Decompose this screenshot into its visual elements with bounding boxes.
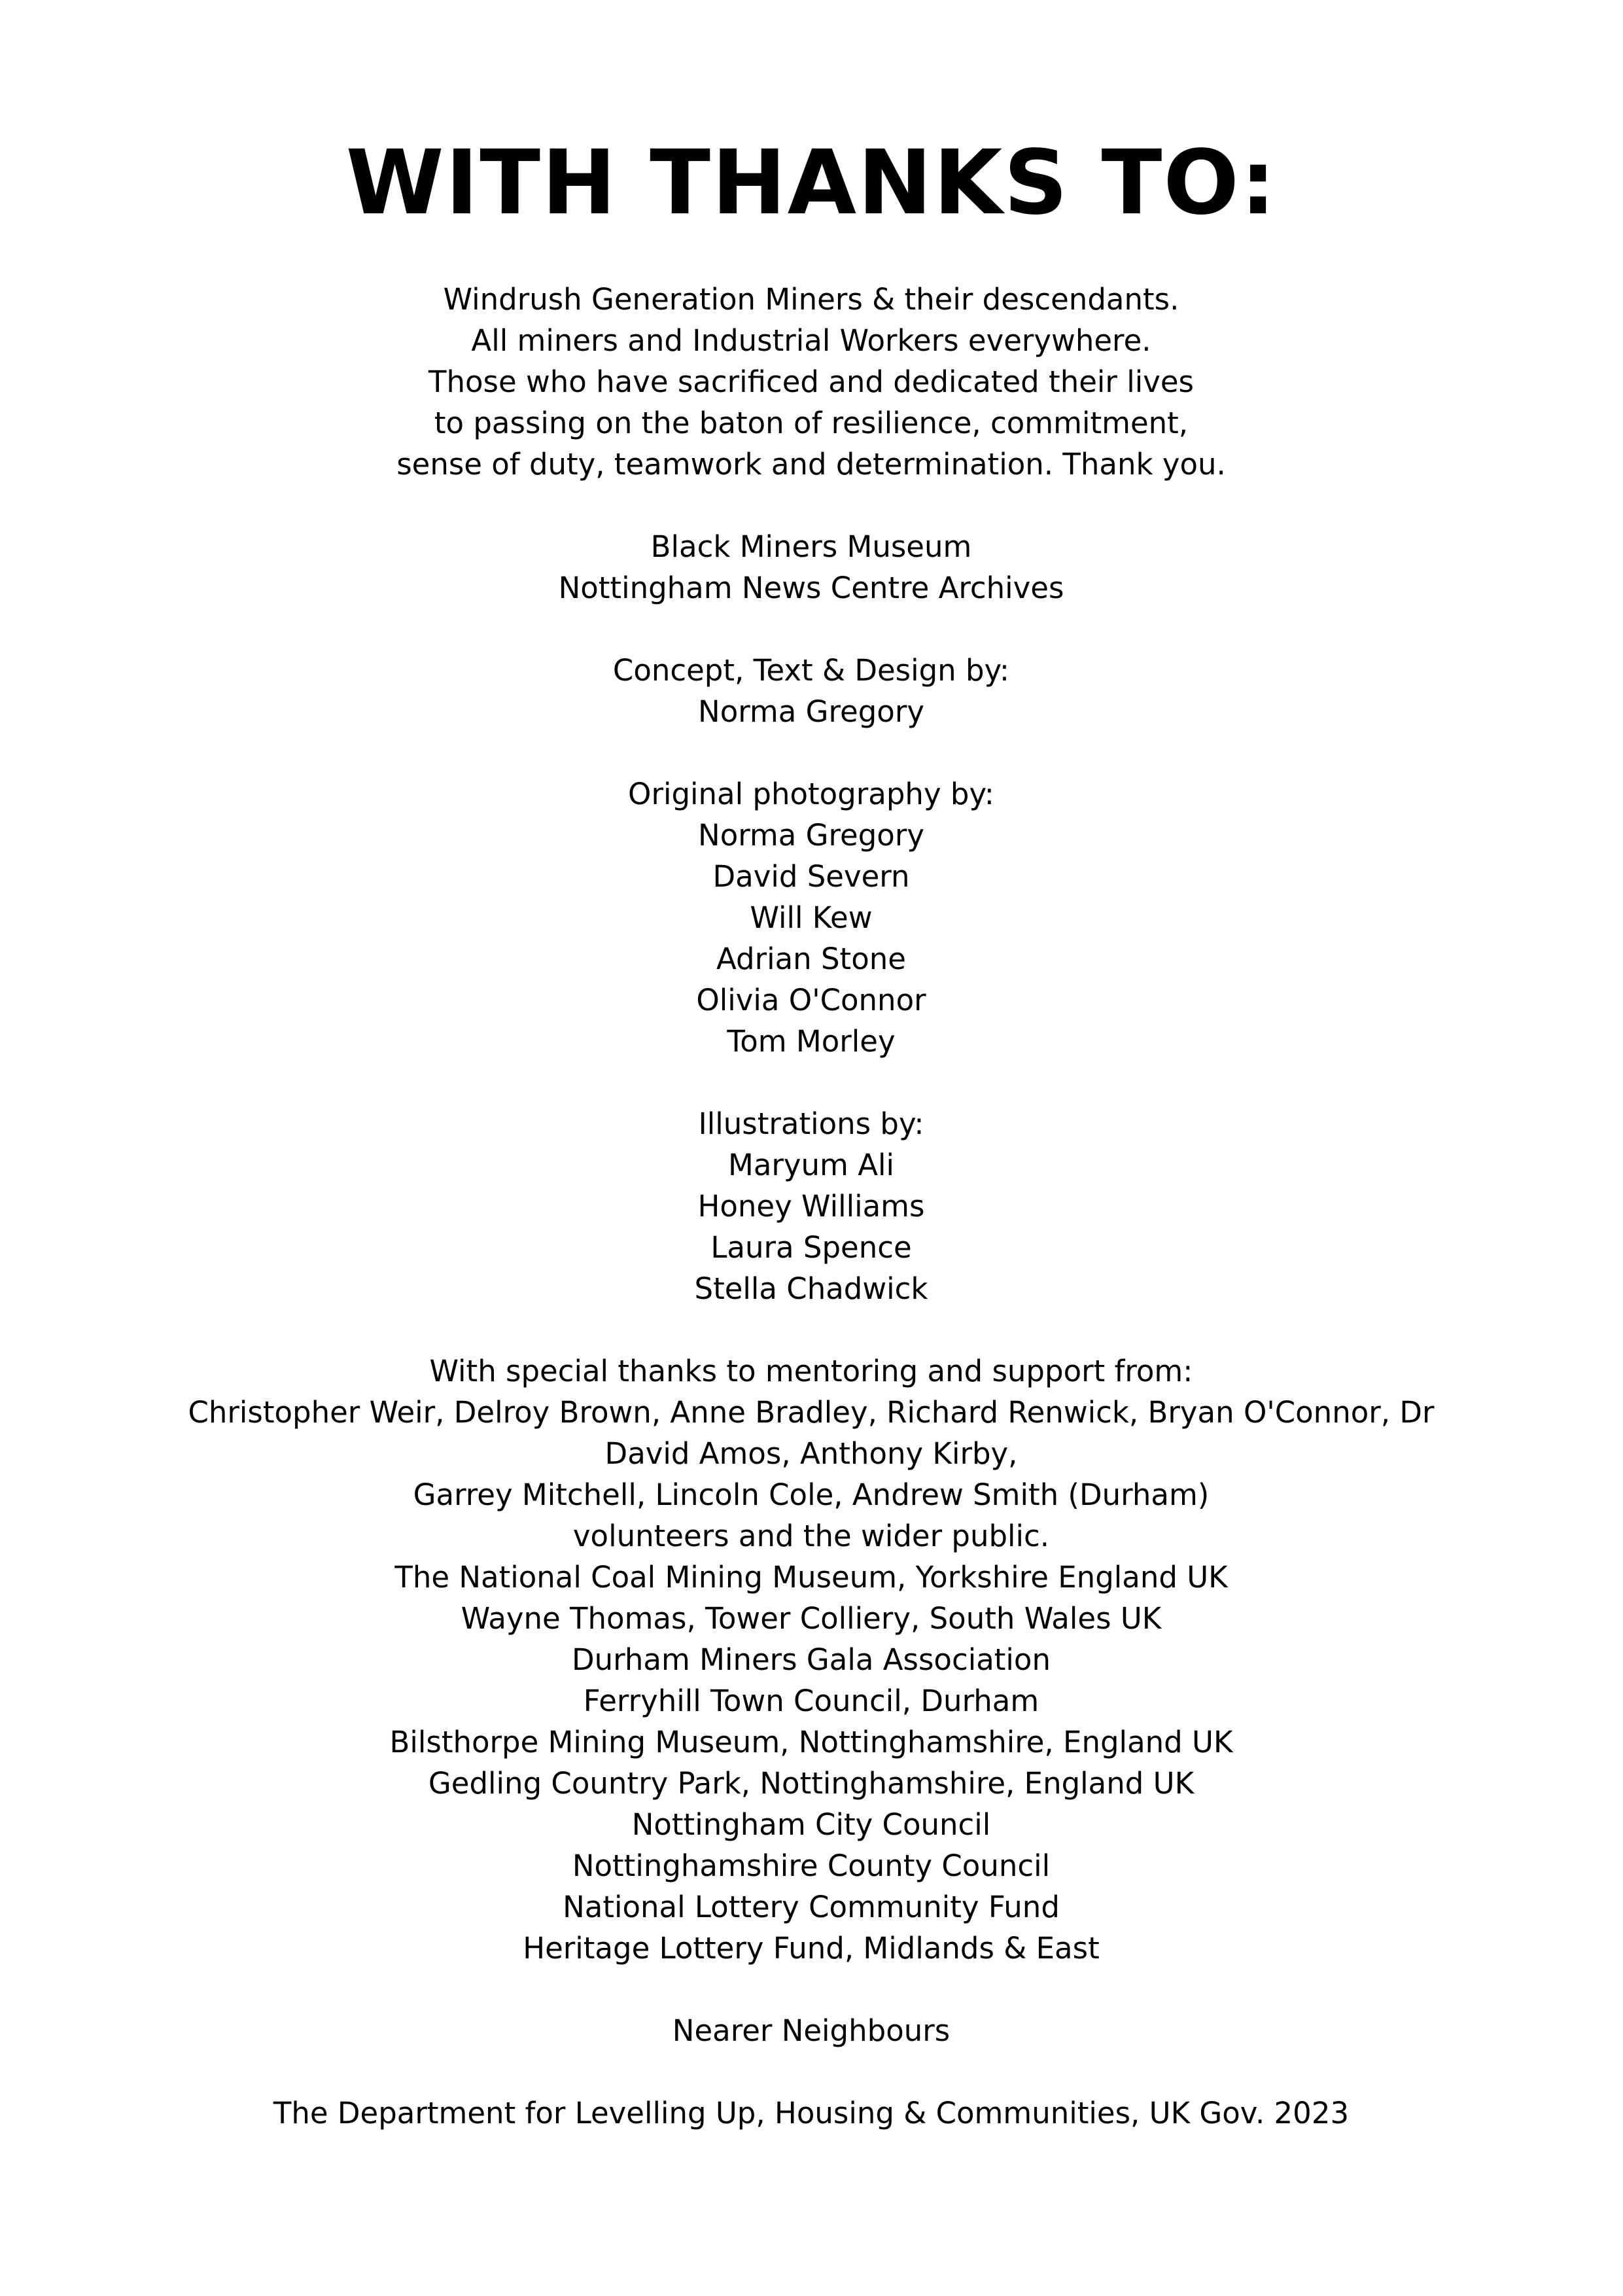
intro-line: All miners and Industrial Workers everywhere. bbox=[471, 323, 1151, 358]
intro-paragraph bbox=[157, 279, 1465, 485]
intro-line: Windrush Generation Miners & their descendants. bbox=[443, 282, 1179, 317]
intro-line: sense of duty, teamwork and determination. Thank you. bbox=[396, 447, 1226, 482]
special-thanks-line: Christopher Weir, Delroy Brown, Anne Bradley, Richard Renwick, Bryan O'Connor, Dr bbox=[188, 1395, 1435, 1430]
archive-line: Nottingham News Centre Archives bbox=[558, 571, 1064, 605]
photographer-name: Norma Gregory bbox=[698, 818, 924, 853]
special-thanks-line: Ferryhill Town Council, Durham bbox=[583, 1684, 1039, 1718]
special-thanks-line: Garrey Mitchell, Lincoln Cole, Andrew Smith (Durham) bbox=[413, 1477, 1210, 1512]
photography-section bbox=[157, 773, 1465, 1062]
illustrator-name: Laura Spence bbox=[710, 1230, 912, 1265]
section-gap bbox=[157, 609, 1465, 650]
section-gap bbox=[157, 2051, 1465, 2093]
illustrations-heading: Illustrations by: bbox=[698, 1106, 924, 1141]
department-credit: The Department for Levelling Up, Housing & Communities, UK Gov. 2023 bbox=[273, 2096, 1350, 2130]
photographer-name: Tom Morley bbox=[727, 1024, 896, 1059]
archive-line: Black Miners Museum bbox=[650, 529, 972, 564]
special-thanks-line: Nottinghamshire County Council bbox=[572, 1848, 1051, 1883]
photographer-name: Adrian Stone bbox=[716, 942, 906, 976]
illustrator-name: Maryum Ali bbox=[728, 1148, 894, 1182]
special-thanks-line: volunteers and the wider public. bbox=[572, 1519, 1050, 1553]
concept-heading: Concept, Text & Design by: bbox=[612, 653, 1010, 688]
acknowledgements-body bbox=[157, 279, 1465, 2134]
concept-section bbox=[157, 650, 1465, 732]
intro-line: Those who have sacrificed and dedicated their lives bbox=[428, 364, 1194, 399]
special-thanks-line: Bilsthorpe Mining Museum, Nottinghamshire, England UK bbox=[389, 1725, 1233, 1759]
archives-section bbox=[157, 526, 1465, 609]
special-thanks-line: Heritage Lottery Fund, Midlands & East bbox=[523, 1931, 1100, 1966]
illustrator-name: Stella Chadwick bbox=[694, 1271, 928, 1306]
nearer-neighbours: Nearer Neighbours bbox=[672, 2013, 951, 2048]
photographer-name: Will Kew bbox=[750, 900, 873, 935]
special-thanks-line: Durham Miners Gala Association bbox=[572, 1642, 1051, 1677]
illustrations-section bbox=[157, 1103, 1465, 1309]
special-thanks-line: David Amos, Anthony Kirby, bbox=[604, 1436, 1018, 1471]
photographer-name: Olivia O'Connor bbox=[696, 983, 926, 1017]
photographer-name: David Severn bbox=[712, 859, 910, 894]
photography-heading: Original photography by: bbox=[628, 777, 994, 811]
section-gap bbox=[157, 485, 1465, 526]
special-thanks-heading: With special thanks to mentoring and support from: bbox=[429, 1354, 1193, 1388]
illustrator-name: Honey Williams bbox=[697, 1189, 925, 1224]
section-gap bbox=[157, 1969, 1465, 2010]
intro-line: to passing on the baton of resilience, commitment, bbox=[434, 406, 1189, 440]
special-thanks-line: Nottingham City Council bbox=[631, 1807, 991, 1842]
special-thanks-line: Gedling Country Park, Nottinghamshire, England UK bbox=[428, 1766, 1195, 1801]
concept-name: Norma Gregory bbox=[698, 694, 924, 729]
special-thanks-line: Wayne Thomas, Tower Colliery, South Wales UK bbox=[461, 1601, 1162, 1636]
page-title: WITH THANKS TO: bbox=[345, 132, 1278, 235]
section-gap bbox=[157, 1309, 1465, 1351]
special-thanks-line: The National Coal Mining Museum, Yorkshire England UK bbox=[394, 1560, 1228, 1595]
special-thanks-line: National Lottery Community Fund bbox=[563, 1890, 1060, 1924]
section-gap bbox=[157, 732, 1465, 773]
special-thanks-section bbox=[157, 1351, 1465, 1969]
section-gap bbox=[157, 1062, 1465, 1103]
